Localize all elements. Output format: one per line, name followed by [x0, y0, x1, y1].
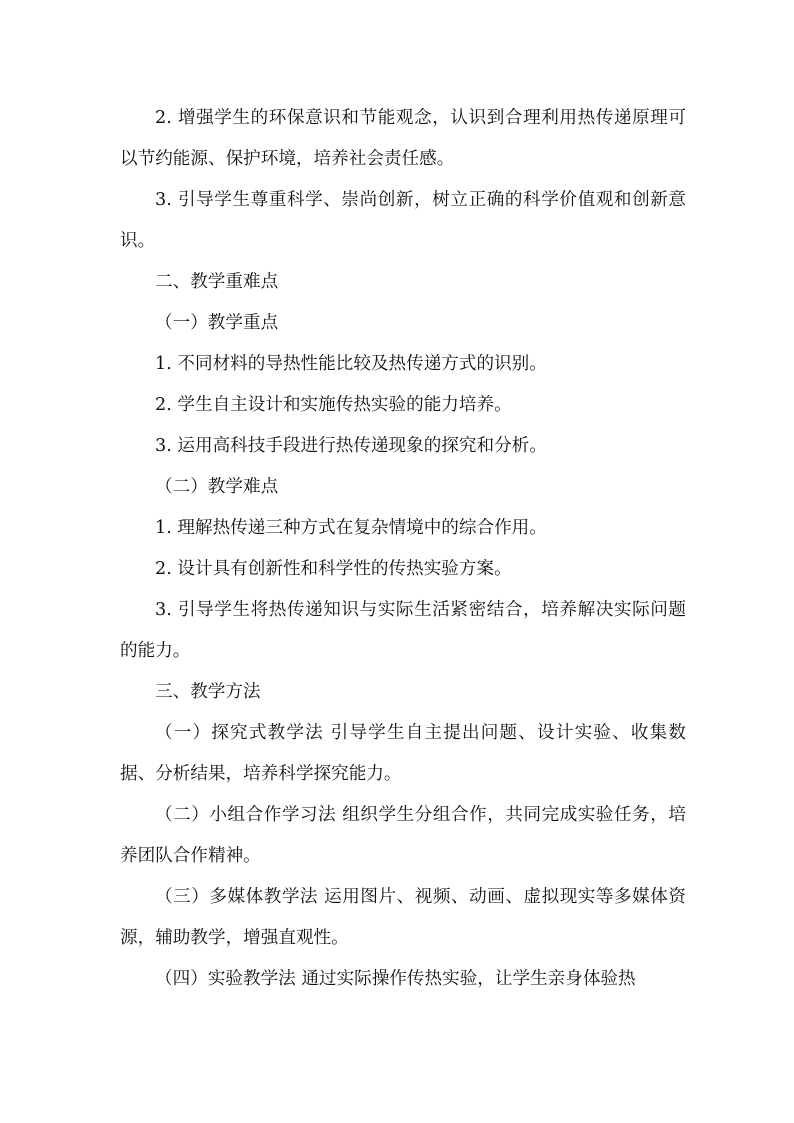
difficult-point-item: 2. 设计具有创新性和科学性的传热实验方案。: [155, 559, 512, 579]
subheading-difficult-points: （二）教学难点: [155, 477, 279, 497]
difficult-point-item: 3. 引导学生将热传递知识与实际生活紧密结合，培养解决实际问题的能力。: [120, 600, 686, 661]
section-heading-methods: 三、教学方法: [155, 682, 261, 702]
method-item: （三）多媒体教学法 运用图片、视频、动画、虚拟现实等多媒体资源，辅助教学，增强直观性。: [120, 887, 686, 948]
goal-item-2: 2. 增强学生的环保意识和节能观念，认识到合理利用热传递原理可以节约能源、保护环境，培养社会责任感。: [120, 108, 686, 169]
key-point-item: 3. 运用高科技手段进行热传递现象的探究和分析。: [155, 436, 547, 456]
method-item: （二）小组合作学习法 组织学生分组合作，共同完成实验任务，培养团队合作精神。: [120, 805, 686, 866]
key-point-item: 1. 不同材料的导热性能比较及热传递方式的识别。: [155, 354, 547, 374]
subheading-key-points: （一）教学重点: [155, 313, 279, 333]
difficult-point-item: 1. 理解热传递三种方式在复杂情境中的综合作用。: [155, 518, 547, 538]
section-heading-key-difficult: 二、教学重难点: [155, 272, 279, 292]
goal-item-3: 3. 引导学生尊重科学、崇尚创新，树立正确的科学价值观和创新意识。: [120, 190, 686, 251]
method-item: （一）探究式教学法 引导学生自主提出问题、设计实验、收集数据、分析结果，培养科学探究能力。: [120, 723, 686, 784]
key-point-item: 2. 学生自主设计和实施传热实验的能力培养。: [155, 395, 512, 415]
method-item: （四）实验教学法 通过实际操作传热实验，让学生亲身体验热: [155, 969, 636, 989]
document-body: [120, 98, 686, 1000]
